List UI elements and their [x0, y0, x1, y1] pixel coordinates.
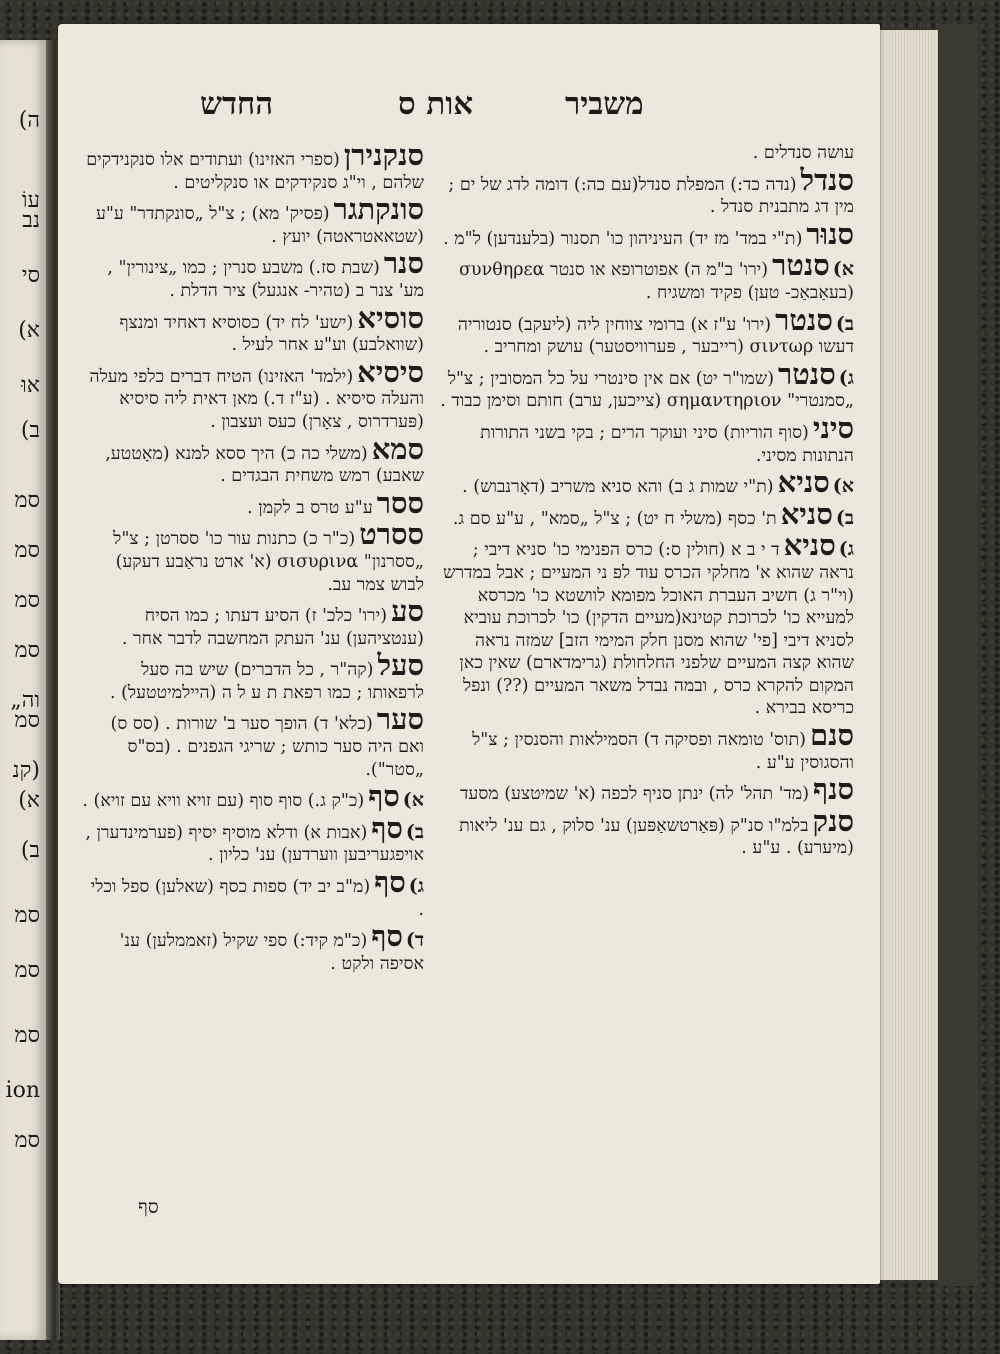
headword: סנף	[813, 772, 854, 807]
facing-page-fragment: אוּ	[21, 373, 40, 398]
folio-catchword: סף	[138, 1196, 159, 1218]
headword: סוסיא	[357, 300, 424, 335]
dictionary-entry	[80, 300, 424, 357]
headword: ססר	[376, 485, 424, 520]
page-block-edge	[878, 30, 943, 1280]
entry-text: (ירו' כלכ' ז) הסיע דעתו ; כמו הסיח (ענטציהען) ענ' העתק המחשבה לדבר אחר .	[121, 606, 424, 649]
entry-text: (כ"מ קיד:) ספי שקיל (זאממלען) ענ' אסיפה ולקט .	[119, 931, 424, 974]
facing-page-fragment: ב)	[20, 838, 40, 863]
dictionary-entry	[80, 138, 424, 194]
headword: סער	[376, 702, 424, 737]
running-head-center: אות ס	[398, 86, 474, 122]
headword: סנר	[383, 246, 424, 281]
sense-number: ב)	[835, 312, 854, 335]
headword: סיני	[812, 410, 854, 445]
entry-text: (כלא' ד) הופך סער ב' שורות . (סס ס) ואם היה סער כותש ; שריגי הגפנים . (בס"ס „סטר").	[110, 714, 424, 780]
sense-number: ד)	[405, 929, 424, 952]
sense-number: ג)	[838, 366, 854, 389]
entry-text: ע"ע טרס ב לקמן .	[247, 497, 373, 518]
entry-text: (קה"ר , כל הדברים) שיש בה סעל לרפאותו ; כמו רפאת ת ע ל ה (היילמיטטעל) .	[109, 660, 424, 703]
facing-page-fragment: סמ	[14, 588, 40, 613]
headword: סף	[371, 810, 403, 845]
headword: סנדל	[800, 162, 854, 197]
facing-page-fragment: סמ	[14, 638, 40, 663]
dictionary-entry	[80, 517, 424, 596]
headword: סנטר	[772, 248, 830, 283]
entry-text: (מ"ב יב יד) ספות כסף (שאלען) ספל וכלי .	[90, 877, 424, 920]
running-head-left: החדש	[200, 86, 274, 122]
dictionary-entry	[80, 648, 424, 704]
facing-page-fragment: א)	[18, 318, 40, 343]
dictionary-entry	[80, 354, 424, 434]
facing-page-edge	[0, 40, 48, 1340]
dictionary-entry	[440, 248, 854, 304]
facing-page-fragment: סמ	[14, 958, 40, 983]
sense-number: ב)	[405, 820, 424, 843]
dictionary-entry	[80, 919, 424, 975]
dictionary-entry	[440, 216, 854, 251]
headword: סעל	[377, 648, 424, 683]
entry-text: (נדה כד:) המפלת סנדל(עם כה:) דומה לדג של ים ; מין דג מתבנית סנדל .	[448, 174, 854, 218]
dictionary-entry	[440, 803, 854, 860]
entry-text: (אבות א) ודלא מוסיף יסיף (פערמינדערן , אויפגעריבען ווערדען) ענ' כליון .	[85, 822, 424, 866]
headword: סונקתגר	[333, 192, 424, 227]
cover-board	[938, 24, 978, 1286]
entry-text: (כ"ר כ) כתנות עור כו' ססרטן ; צ"ל „ססרנון" σισυρινα (א' ארט נראַבע דעקע) לבוש צמר עב.	[113, 529, 424, 595]
dictionary-entry	[440, 496, 854, 531]
dictionary-entry	[80, 702, 424, 781]
headword: ססרט	[359, 517, 424, 552]
entry-text: (פסיק' מא) ; צ"ל „סונקתדר" ע"ע (שטאאטראטה) יועץ .	[95, 204, 424, 247]
facing-page-fragment: ion	[5, 1078, 40, 1103]
sense-number: א)	[832, 258, 854, 281]
entry-text: עושה סנדלים .	[752, 143, 854, 163]
running-head-right: משביר	[565, 86, 644, 122]
headword: סניא	[780, 496, 833, 531]
facing-page-fragment: (קנ	[12, 758, 40, 783]
dictionary-entry	[80, 779, 424, 814]
sense-number: ב)	[835, 506, 854, 529]
headword: סף	[374, 865, 406, 900]
headword: סנטר	[775, 302, 833, 337]
entry-text: (מד' תהל' לה) ינתן סניף לכפה (א' שמיטצע) מסעד	[460, 784, 810, 805]
dictionary-entry	[440, 356, 854, 413]
facing-page-fragment: סמ	[14, 538, 40, 563]
facing-page-fragment: ה)	[18, 108, 40, 133]
entry-text: (ילמד' האזינו) הטיח דברים כלפי מעלה והעלה סיסיא . (ע"ז ד.) מאן דאית ליה סיסיא (פּערדרוס , צאָרן) כעס ועצבון .	[89, 366, 424, 432]
headword: סניא	[783, 528, 836, 563]
headword: סף	[371, 919, 403, 954]
dictionary-entry	[440, 718, 854, 774]
facing-page-fragment: סמ	[14, 1023, 40, 1048]
entry-text: (תוס' טומאה ופסיקה ד) הסמילאות והסנסין ; צ"ל והסגוסין ע"ע .	[472, 730, 854, 773]
entry-text: ד י ב א (חולין ס:) כרס הפנימי כו' סניא דיבי ; נראה שהוא א' מחלקי הכרס עוד לפ ני המעיים ; אבל במדרש (וי"ר ג) חשיב העברת האוכל מפומא לוושטא כו' מכרסא למעייא כו' לכרוכת קטינא(מעיים הדקין) כו' לכרוכת עוביא לסניא דיבי [פי' שהוא מסנן חלק המימי הזב] שמזה נראה שהוא קצה המעיים שלפני החלחולת (גרימדארם) שאין כאן המקום להקרא כרס , ובמה נבדל משאר המעיים (??) ונפל כריסא בבירא .	[443, 540, 854, 719]
dictionary-entry	[440, 772, 854, 807]
headword: סנטר	[778, 356, 836, 391]
sense-number: ג)	[408, 875, 424, 898]
dictionary-entry	[80, 485, 424, 520]
dictionary-entry	[440, 142, 854, 165]
dictionary-entry	[440, 410, 854, 467]
entry-text: (משלי כה כ) היך ססא למנא (מאָטטע, שאבע) רמש משחית הבגדים .	[105, 443, 424, 487]
sense-number: ג)	[838, 538, 854, 561]
headword: סף	[368, 779, 400, 814]
facing-page-fragment: ב)	[20, 418, 40, 443]
entry-text: (סוף הוריות) סיני ועוקר הרים ; בקי בשני התורות הנתונות מסיני.	[480, 422, 854, 466]
dictionary-entry	[80, 594, 424, 650]
entry-text: (כ"ק ג.) סוף סוף (עם זויא וויא עם זויא) .	[82, 791, 365, 812]
left-column	[80, 138, 424, 977]
headword: סנוּר	[806, 216, 854, 251]
entry-text: (ת"י במד' מז יד) העיניהון כו' תסנור (בלענדען) ל"מ .	[443, 228, 803, 249]
facing-page-fragment: סי	[21, 263, 40, 288]
entry-text: (ירו' ע"ז א) ברומי צווחין ליה (ליעקב) סנטוריה דעשו σιντωρ (רייבער , פּערוויסטער) עושק ומחריב .	[457, 314, 854, 358]
dictionary-entry	[440, 162, 854, 219]
headword: סמא	[371, 431, 424, 466]
entry-text: (שבת סז.) משבע סנרין ; כמו „צינורין" , מע' צנר ב (טהיר- אנגעל) ציר הדלת .	[107, 258, 424, 301]
headword: סניא	[777, 465, 830, 500]
entry-text: בלמ"ו סנ"ק (פּאַרטשאַפּען) ענ' סלוק , גם ענ' ליאות (מיערע) . ע"ע .	[459, 815, 854, 859]
headword: סנם	[809, 718, 854, 753]
dictionary-entry	[440, 465, 854, 500]
entry-text: (ת"י שמות ג ב) והא סניא משריב (דאָרנבוש) .	[462, 477, 774, 498]
entry-text: (ספרי האזינו) ועתודים אלו סנקנידקים שלהם , וי"ג סנקידקים או סנקליטים .	[86, 150, 424, 193]
headword: סנק	[812, 803, 854, 838]
dictionary-entry	[80, 431, 424, 488]
dictionary-entry	[80, 810, 424, 867]
facing-page-fragment: וה„	[10, 688, 40, 713]
entry-text: (שמו"ר יט) אם אין סינטרי על כל המסובין ; צ"ל „סמנטרי" σημαντηριον (צייכען, ערב) חותם וסימן כבוד .	[440, 368, 854, 412]
facing-page-fragment: עוֹ	[21, 188, 40, 213]
entry-text: (ישע' לח יד) כסוסיא דאחיד ומנצף (שוואלבע) וע"ע אחר לעיל .	[119, 312, 424, 356]
headword: סע	[391, 594, 424, 629]
sense-number: א)	[402, 789, 424, 812]
facing-page-fragment: נב	[22, 208, 40, 233]
headword: סנקנירן	[343, 138, 424, 172]
facing-page-fragment: סמ	[14, 903, 40, 928]
facing-page-fragment: סמ	[14, 488, 40, 513]
sense-number: א)	[832, 475, 854, 498]
right-column	[440, 142, 854, 862]
dictionary-entry	[80, 246, 424, 302]
facing-page-fragment: א)	[18, 788, 40, 813]
dictionary-entry	[80, 192, 424, 248]
entry-text: ת' כסף (משלי ח יט) ; צ"ל „סמא" , ע"ע סם ג.	[452, 508, 777, 529]
dictionary-entry	[80, 865, 424, 921]
facing-page-fragment: סמ	[14, 1128, 40, 1153]
headword: סיסיא	[357, 354, 424, 389]
dictionary-entry	[440, 302, 854, 359]
facing-page-fragment: סמ	[14, 708, 40, 733]
entry-text: (ירו' ב"מ ה) אפוטרופא או סנטר συνθηρεα (בעאַבאַכ- טען) פקיד ומשגיח .	[458, 260, 854, 303]
dictionary-entry	[440, 528, 854, 720]
